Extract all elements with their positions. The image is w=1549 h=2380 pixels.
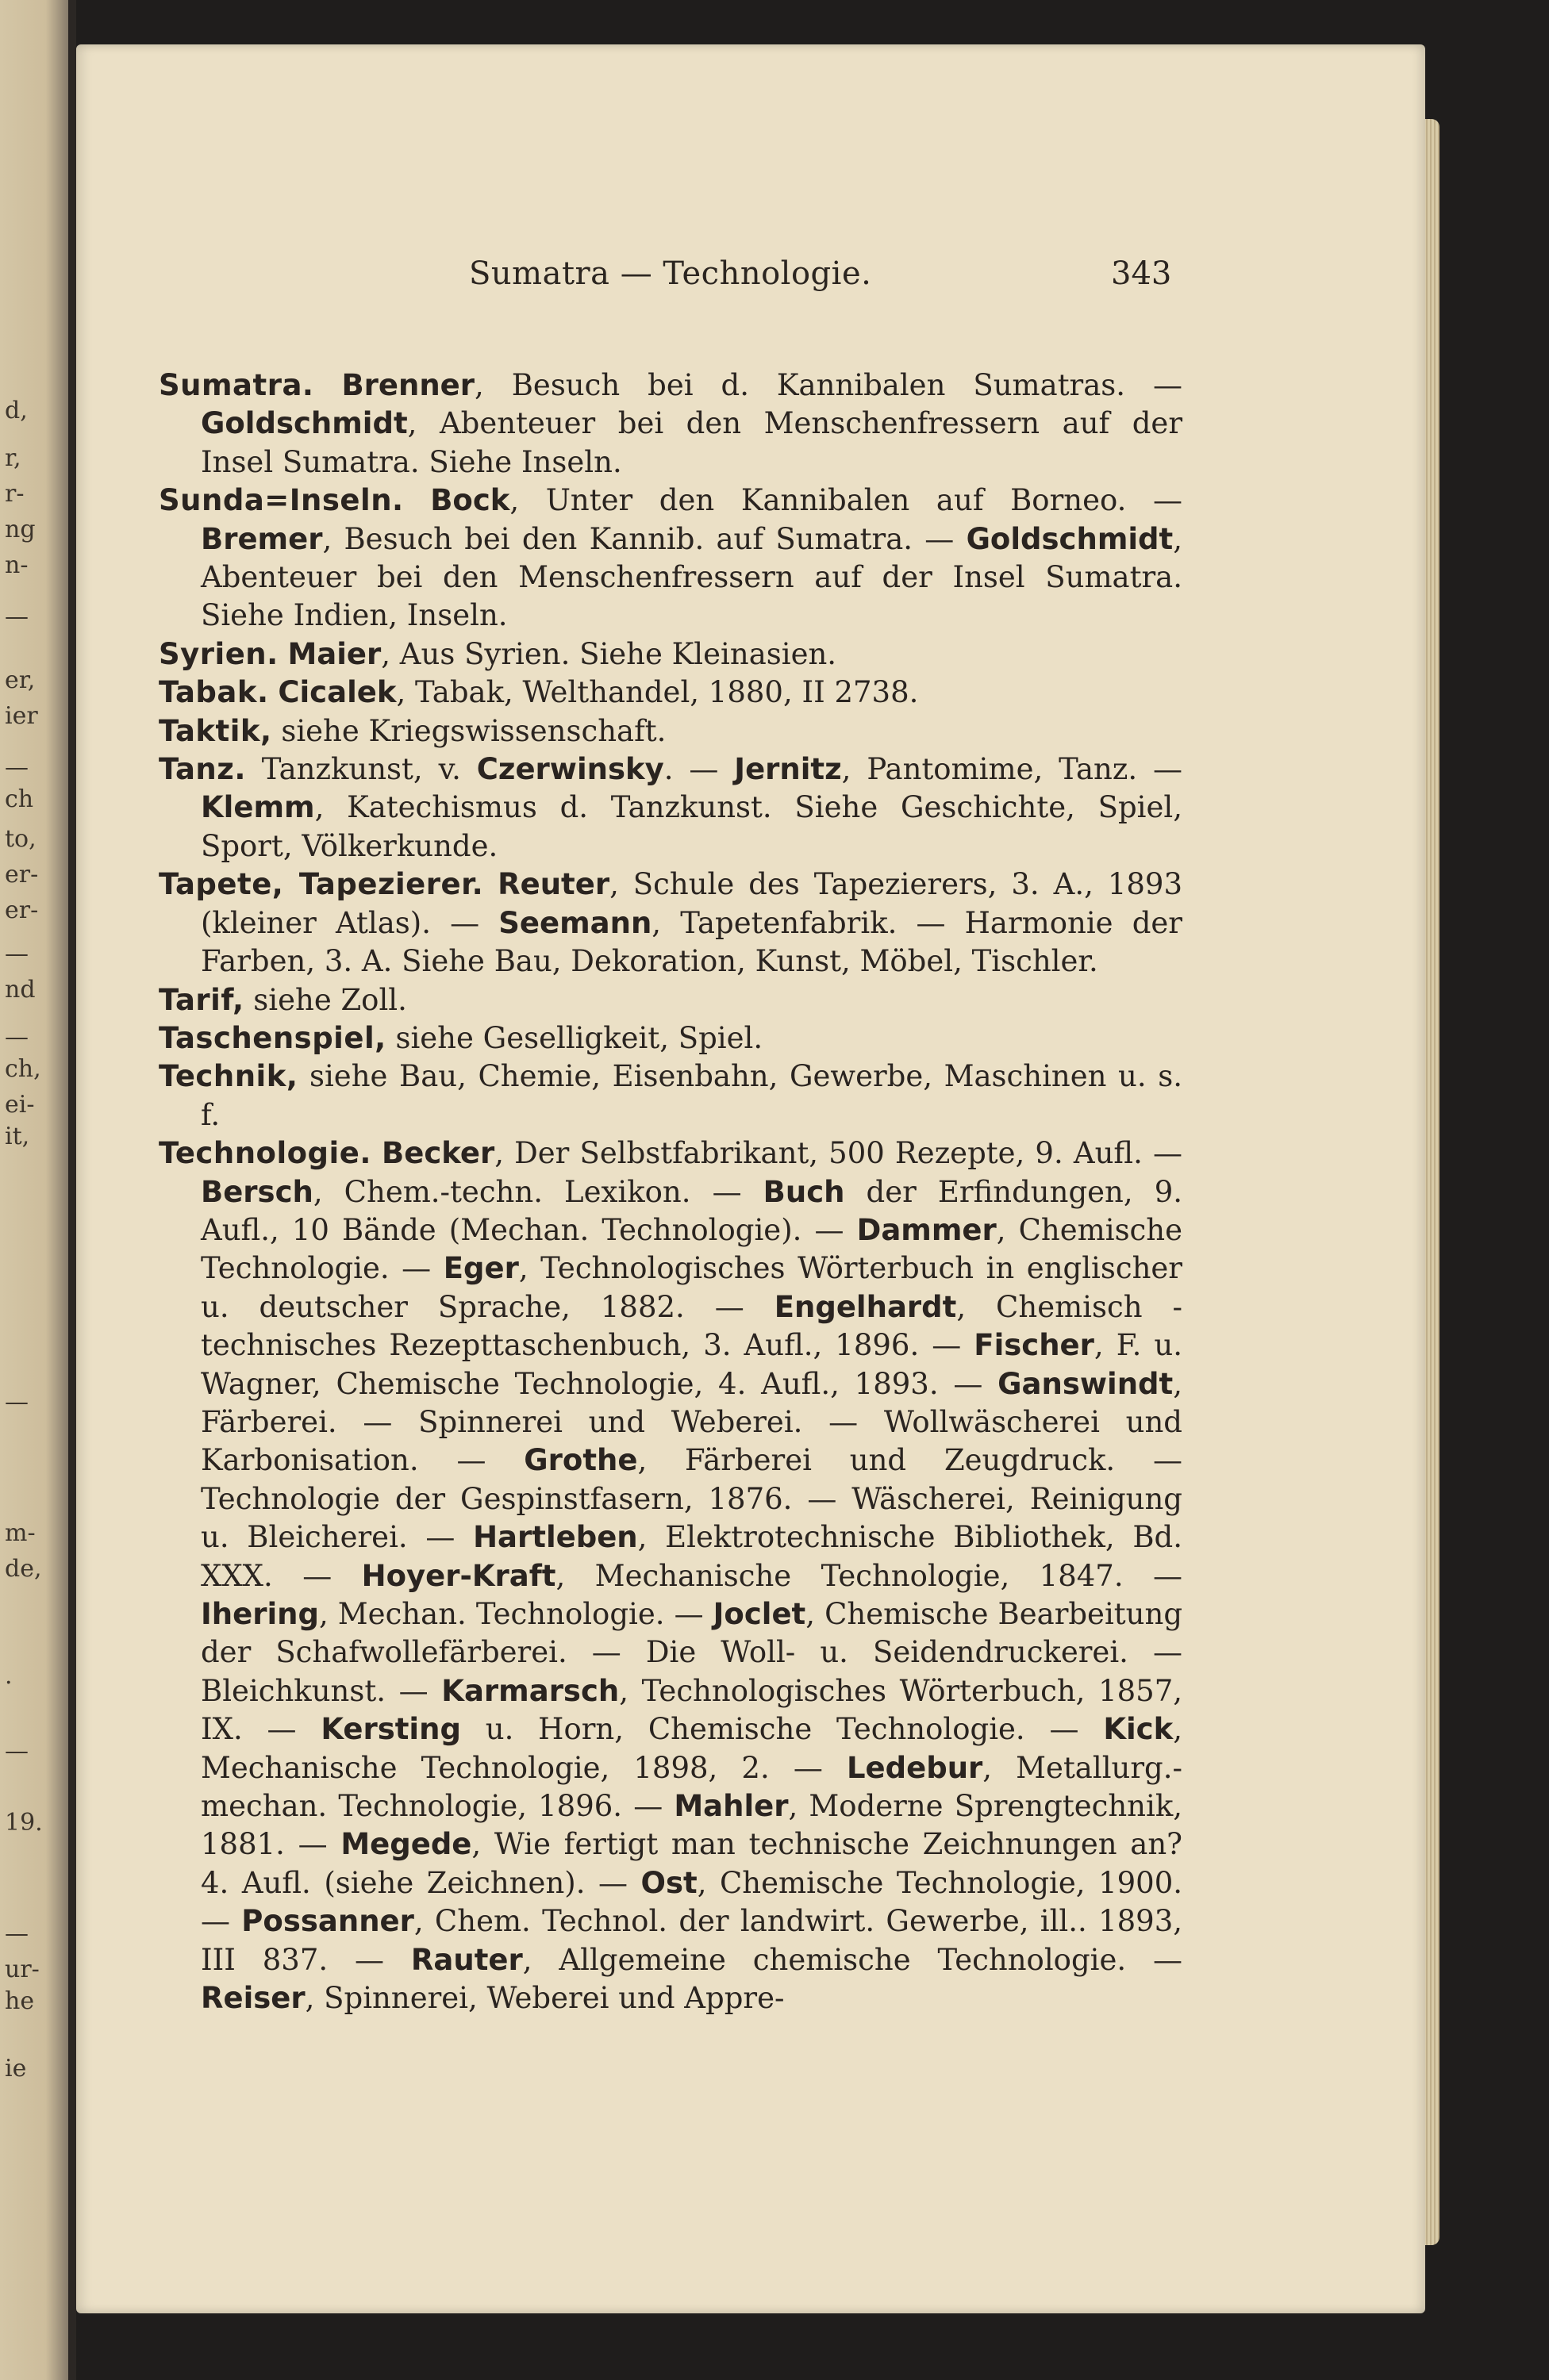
entry-text: siehe Geselligkeit, Spiel.	[395, 1020, 763, 1055]
index-entry	[159, 750, 1182, 866]
running-head: Sumatra — Technologie.	[469, 255, 872, 292]
author-name: Engelhardt	[774, 1289, 957, 1324]
entry-text: , Färberei und Zeugdruck. — Technologie der Gespinstfasern, 1876. — Wäscherei, Reinigung u. Bleicherei. —	[201, 1443, 1182, 1555]
margin-fragment: ch,	[5, 1055, 41, 1083]
margin-fragment: er,	[5, 666, 36, 694]
entry-text: , Wie fertigt man technische Zeichnungen an? 4. Aufl. (siehe Zeichnen). —	[201, 1827, 1182, 1900]
author-name: Reiser	[201, 1981, 306, 2016]
author-name: Bremer	[201, 521, 323, 556]
entry-text: , Pantomime, Tanz. —	[841, 752, 1182, 787]
margin-fragment: to,	[5, 825, 37, 853]
entry-heading: Sumatra.	[159, 368, 314, 402]
entry-text: , Technologisches Wörterbuch, 1857, IX. —	[201, 1673, 1182, 1747]
entry-text: , Mechan. Technologie. —	[318, 1597, 713, 1631]
author-name: Czerwinsky	[476, 752, 664, 787]
entry-text: , Allgemeine chemische Technologie. —	[522, 1942, 1183, 1977]
margin-fragment: n-	[5, 551, 29, 579]
entry-text: der Erfindungen, 9. Aufl., 10 Bände (Mechan. Technologie). —	[201, 1174, 1182, 1247]
margin-fragment: ie	[5, 2055, 27, 2082]
entry-heading: Taktik,	[159, 713, 272, 748]
entry-heading: Tabak.	[159, 675, 269, 710]
entry-heading: Technologie.	[159, 1136, 371, 1171]
margin-fragment: de,	[5, 1555, 42, 1583]
index-entry	[159, 1019, 1182, 1058]
author-name: Kick	[1103, 1712, 1174, 1747]
margin-fragment: —	[5, 603, 29, 631]
author-name: Ganswindt	[997, 1366, 1174, 1401]
margin-fragment: —	[5, 1737, 29, 1765]
entry-text: , Besuch bei d. Kannibalen Sumatras. —	[475, 368, 1183, 402]
author-name: Ost	[640, 1865, 698, 1900]
author-name: Buch	[763, 1174, 845, 1209]
entry-text: , Moderne Sprengtechnik, 1881. —	[201, 1789, 1183, 1862]
margin-fragment: ch	[5, 785, 34, 813]
margin-fragment: ier	[5, 702, 38, 730]
author-name: Brenner	[341, 368, 475, 402]
margin-fragment: he	[5, 1987, 35, 2015]
margin-fragment: m-	[5, 1519, 36, 1547]
author-name: Dammer	[856, 1212, 997, 1247]
entry-heading: Syrien.	[159, 636, 279, 671]
author-name: Joclet	[713, 1597, 806, 1631]
margin-fragment: it,	[5, 1123, 30, 1150]
author-name: Kersting	[321, 1712, 461, 1747]
index-entry	[159, 674, 1182, 712]
entry-heading: Tarif,	[159, 982, 244, 1017]
entry-heading: Sunda=Inseln.	[159, 483, 404, 518]
entry-text: , Tabak, Welthandel, 1880, II 2738.	[396, 675, 919, 710]
page-header	[76, 255, 1425, 303]
entry-text: u. Horn, Chemische Technologie. —	[460, 1712, 1104, 1747]
page-number: 343	[1111, 255, 1172, 292]
entry-heading: Tapete, Tapezierer.	[159, 867, 484, 902]
author-name: Ihering	[201, 1597, 319, 1631]
margin-fragment: .	[5, 1662, 13, 1690]
entry-text: siehe Zoll.	[253, 982, 407, 1017]
index-entry	[159, 482, 1182, 635]
entry-text: , Schule des Tapezierers, 3. A., 1893 (kleiner Atlas). —	[201, 867, 1183, 940]
author-name: Grothe	[524, 1443, 638, 1478]
margin-fragment: ur-	[5, 1956, 40, 1983]
margin-fragment: —	[5, 1388, 29, 1416]
author-name: Goldschmidt	[966, 521, 1174, 556]
margin-fragment: r-	[5, 480, 25, 508]
author-name: Klemm	[201, 790, 315, 825]
author-name: Eger	[443, 1251, 519, 1286]
entry-text: siehe Bau, Chemie, Eisenbahn, Gewerbe, Maschinen u. s. f.	[201, 1059, 1182, 1132]
author-name: Rauter	[410, 1942, 523, 1977]
entry-text: , Mechanische Technologie, 1847. —	[555, 1558, 1182, 1593]
author-name: Goldschmidt	[201, 406, 408, 441]
entry-text: siehe Kriegswissenschaft.	[281, 713, 667, 748]
index-entry	[159, 367, 1182, 482]
entry-text: Tanzkunst, v.	[261, 752, 477, 787]
author-name: Karmarsch	[441, 1673, 620, 1708]
author-name: Hoyer-Kraft	[361, 1558, 556, 1593]
entry-text: , Aus Syrien. Siehe Kleinasien.	[381, 636, 837, 671]
index-entry	[159, 1134, 1182, 2017]
entry-text: , Abenteuer bei den Menschenfressern auf der Insel Sumatra. Siehe Inseln.	[201, 406, 1182, 479]
margin-fragment: —	[5, 1920, 29, 1948]
margin-fragment: d,	[5, 397, 28, 424]
author-name: Possanner	[241, 1904, 414, 1939]
entry-text: , Technologisches Wörterbuch in englischer u. deutscher Sprache, 1882. —	[201, 1251, 1182, 1324]
entry-text: , Chemische Technologie, 1900. —	[201, 1865, 1182, 1939]
author-name: Ledebur	[846, 1750, 983, 1785]
entry-text: , Färberei. — Spinnerei und Weberei. — Wollwäscherei und Karbonisation. —	[201, 1366, 1182, 1478]
margin-fragment: ng	[5, 516, 36, 543]
entry-text: , Elektrotechnische Bibliothek, Bd. XXX. —	[201, 1520, 1182, 1593]
entry-text: , Chemische Technologie. —	[201, 1212, 1183, 1286]
margin-fragment: nd	[5, 976, 36, 1004]
margin-fragment: er-	[5, 861, 39, 889]
author-name: Bock	[430, 483, 510, 518]
index-entry	[159, 866, 1182, 981]
margin-fragment: —	[5, 940, 29, 968]
author-name: Jernitz	[734, 752, 842, 787]
author-name: Fischer	[974, 1328, 1094, 1363]
entry-heading: Tanz.	[159, 752, 246, 787]
margin-fragment: —	[5, 754, 29, 781]
entry-text: , Spinnerei, Weberei und Appre-	[305, 1981, 785, 2016]
index-entries	[159, 367, 1182, 2017]
entry-text: , Katechismus d. Tanzkunst. Siehe Geschichte, Spiel, Sport, Völkerkunde.	[201, 790, 1182, 863]
author-name: Megede	[340, 1827, 472, 1862]
margin-fragment: er-	[5, 896, 39, 924]
entry-heading: Technik,	[159, 1059, 298, 1094]
index-entry	[159, 1058, 1182, 1134]
entry-heading: Taschenspiel,	[159, 1020, 386, 1055]
author-name: Hartleben	[473, 1520, 638, 1555]
author-name: Mahler	[674, 1789, 789, 1824]
entry-text: , Besuch bei den Kannib. auf Sumatra. —	[322, 521, 967, 556]
index-entry	[159, 712, 1182, 750]
entry-text: , Tapetenfabrik. — Harmonie der Farben, 3. A. Siehe Bau, Dekoration, Kunst, Möbel, Tischler.	[201, 905, 1182, 979]
author-name: Seemann	[498, 905, 652, 940]
entry-text: , Der Selbstfabrikant, 500 Rezepte, 9. Aufl. —	[494, 1136, 1183, 1171]
margin-fragment: —	[5, 1023, 29, 1051]
author-name: Bersch	[201, 1174, 313, 1209]
entry-text: , Mechanische Technologie, 1898, 2. —	[201, 1712, 1182, 1785]
entry-text: . —	[663, 752, 735, 787]
author-name: Maier	[287, 636, 382, 671]
author-name: Becker	[382, 1136, 495, 1171]
index-entry	[159, 981, 1182, 1019]
margin-fragment: ei-	[5, 1091, 35, 1119]
entry-text: , Metallurg.-mechan. Technologie, 1896. —	[201, 1750, 1182, 1824]
entry-text: , Chemisch - technisches Rezepttaschenbuch, 3. Aufl., 1896. —	[201, 1289, 1183, 1363]
margin-fragment: 19.	[5, 1809, 43, 1837]
entry-text: , Abenteuer bei den Menschenfressern auf der Insel Sumatra. Siehe Indien, Inseln.	[201, 521, 1182, 633]
margin-fragment: r,	[5, 444, 21, 472]
book-gutter	[68, 0, 76, 2380]
entry-text: , Unter den Kannibalen auf Borneo. —	[509, 483, 1182, 518]
entry-text: , F. u. Wagner, Chemische Technologie, 4. Aufl., 1893. —	[201, 1328, 1182, 1401]
entry-text: , Chemische Bearbeitung der Schafwollefärberei. — Die Woll- u. Seidendruckerei. — Bleichkunst. —	[201, 1597, 1183, 1708]
author-name: Reuter	[498, 867, 610, 902]
index-entry	[159, 635, 1182, 674]
entry-text: , Chem. Technol. der landwirt. Gewerbe, ill.. 1893, III 837. —	[201, 1904, 1182, 1977]
entry-text: , Chem.-techn. Lexikon. —	[313, 1174, 763, 1209]
left-page-edge	[0, 0, 76, 2380]
author-name: Cicalek	[278, 675, 397, 710]
